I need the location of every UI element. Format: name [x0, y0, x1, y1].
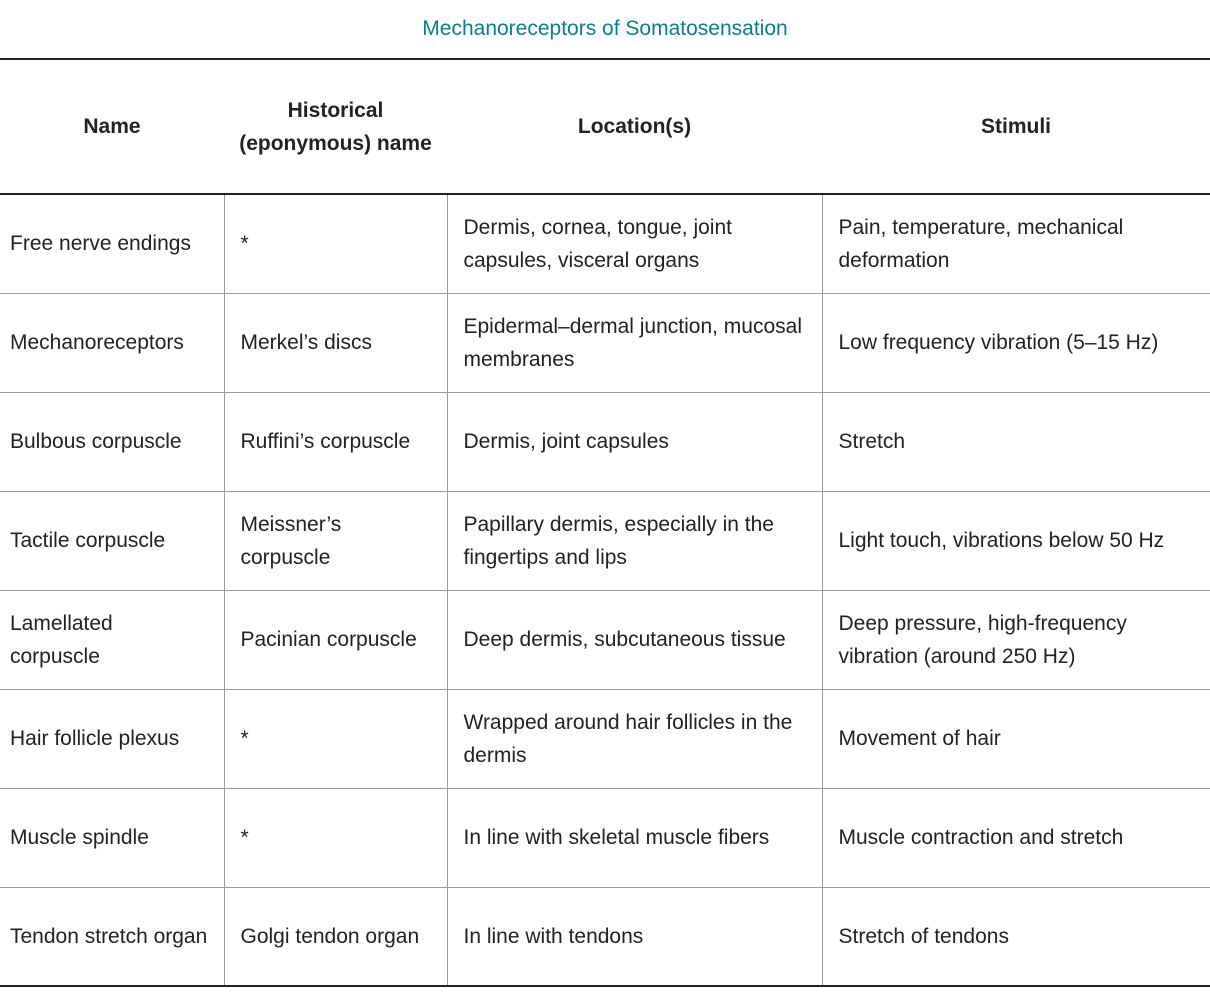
cell-historical-name: Golgi tendon organ	[224, 887, 447, 986]
cell-locations: Dermis, joint capsules	[447, 392, 822, 491]
table-header	[0, 60, 1210, 194]
table-row	[0, 491, 1210, 590]
header-name: Name	[0, 60, 224, 194]
header-locations: Location(s)	[447, 60, 822, 194]
cell-locations: In line with skeletal muscle fibers	[447, 788, 822, 887]
cell-locations: Epidermal–dermal junction, mucosal membranes	[447, 293, 822, 392]
cell-locations: Papillary dermis, especially in the fingertips and lips	[447, 491, 822, 590]
cell-locations: Deep dermis, subcutaneous tissue	[447, 590, 822, 689]
cell-stimuli: Muscle contraction and stretch	[822, 788, 1210, 887]
cell-locations: Dermis, cornea, tongue, joint capsules, visceral organs	[447, 194, 822, 293]
header-historical-name: Historical (eponymous) name	[224, 60, 447, 194]
table-caption: Mechanoreceptors of Somatosensation	[0, 0, 1210, 60]
cell-name: Tactile corpuscle	[0, 491, 224, 590]
cell-stimuli: Light touch, vibrations below 50 Hz	[822, 491, 1210, 590]
table-row	[0, 788, 1210, 887]
cell-historical-name: *	[224, 788, 447, 887]
cell-name: Mechanoreceptors	[0, 293, 224, 392]
table-row	[0, 293, 1210, 392]
cell-historical-name: Merkel’s discs	[224, 293, 447, 392]
cell-name: Lamellated corpuscle	[0, 590, 224, 689]
cell-name: Bulbous corpuscle	[0, 392, 224, 491]
cell-name: Tendon stretch organ	[0, 887, 224, 986]
header-row	[0, 60, 1210, 194]
header-stimuli: Stimuli	[822, 60, 1210, 194]
cell-historical-name: *	[224, 689, 447, 788]
table-row	[0, 590, 1210, 689]
cell-locations: Wrapped around hair follicles in the dermis	[447, 689, 822, 788]
cell-stimuli: Movement of hair	[822, 689, 1210, 788]
cell-stimuli: Stretch of tendons	[822, 887, 1210, 986]
cell-name: Free nerve endings	[0, 194, 224, 293]
cell-stimuli: Deep pressure, high-frequency vibration (around 250 Hz)	[822, 590, 1210, 689]
cell-historical-name: Ruffini’s corpuscle	[224, 392, 447, 491]
cell-stimuli: Pain, temperature, mechanical deformation	[822, 194, 1210, 293]
cell-stimuli: Stretch	[822, 392, 1210, 491]
cell-locations: In line with tendons	[447, 887, 822, 986]
cell-name: Muscle spindle	[0, 788, 224, 887]
cell-name: Hair follicle plexus	[0, 689, 224, 788]
cell-historical-name: Meissner’s corpuscle	[224, 491, 447, 590]
cell-stimuli: Low frequency vibration (5–15 Hz)	[822, 293, 1210, 392]
mechanoreceptors-table	[0, 60, 1210, 987]
cell-historical-name: *	[224, 194, 447, 293]
table-row	[0, 194, 1210, 293]
table-body	[0, 194, 1210, 986]
table-row	[0, 392, 1210, 491]
table-row	[0, 689, 1210, 788]
cell-historical-name: Pacinian corpuscle	[224, 590, 447, 689]
table-row	[0, 887, 1210, 986]
